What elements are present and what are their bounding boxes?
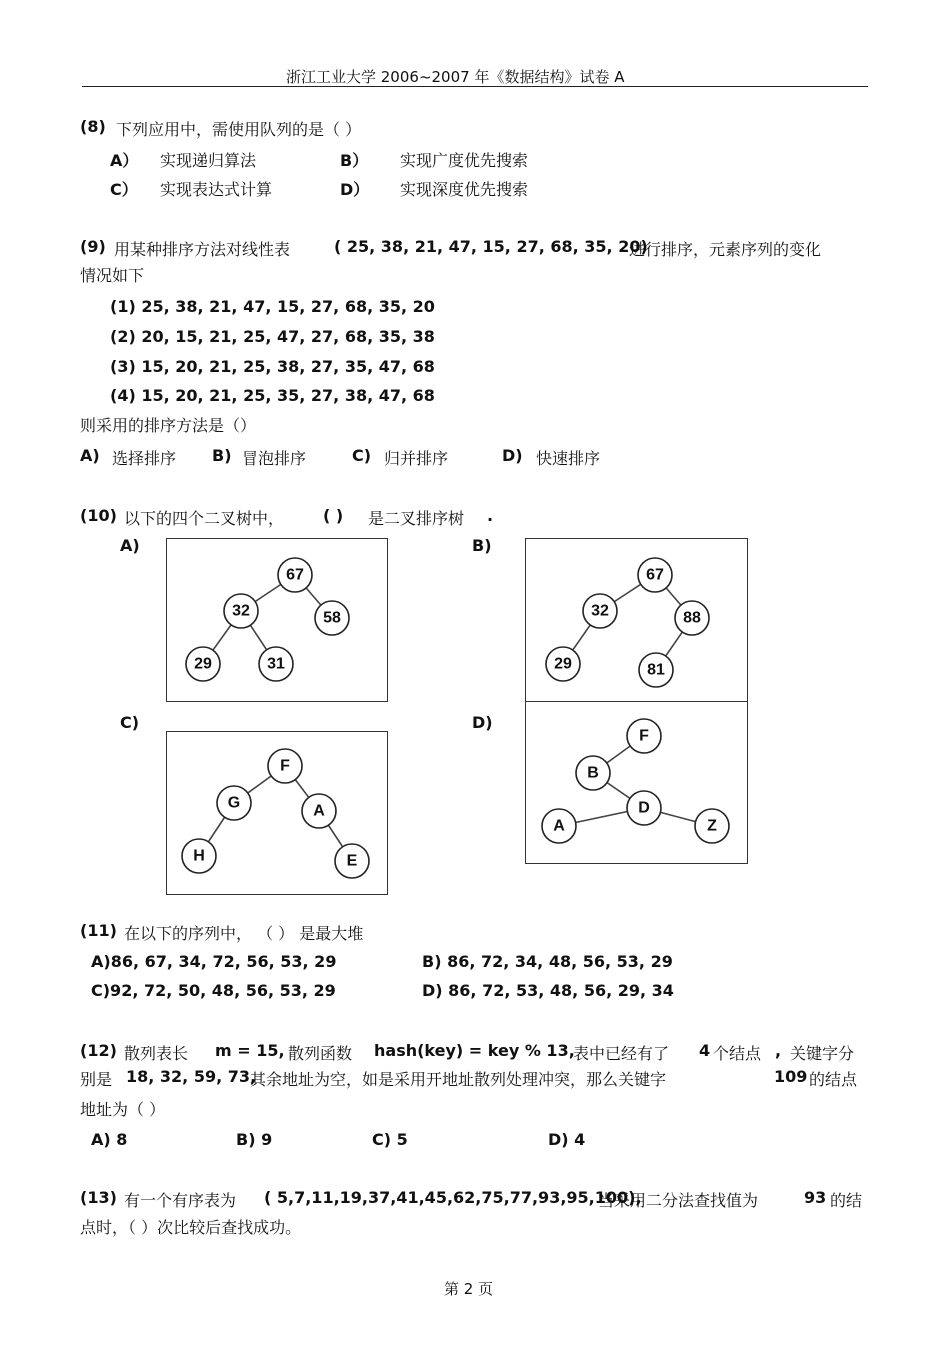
question-text: 109: [774, 1067, 808, 1086]
svg-text:81: 81: [647, 661, 665, 679]
svg-text:Z: Z: [707, 817, 717, 835]
option-key: D): [502, 446, 523, 465]
question-text: 18, 32, 59, 73,: [126, 1067, 257, 1086]
svg-text:G: G: [227, 794, 241, 812]
question-number: (11): [80, 921, 117, 940]
question-stem: 用某种排序方法对线性表: [114, 240, 291, 259]
svg-text:F: F: [280, 757, 290, 775]
question-stem: 的结: [830, 1191, 863, 1210]
question-text: hash(key) = key % 13,: [374, 1041, 575, 1060]
option-text: 快速排序: [536, 449, 601, 468]
answer-paren: ( ): [323, 506, 344, 525]
sequence: ( 25, 38, 21, 47, 15, 27, 68, 35, 20): [334, 237, 648, 256]
question-stem: 是二叉排序树: [368, 509, 465, 528]
question-text: 关键字分: [790, 1044, 855, 1063]
svg-text:A: A: [553, 817, 565, 835]
svg-text:88: 88: [683, 609, 701, 627]
sort-step: (3) 15, 20, 21, 25, 38, 27, 35, 47, 68: [110, 357, 435, 376]
sort-step: (1) 25, 38, 21, 47, 15, 27, 68, 35, 20: [110, 297, 435, 316]
question-stem: 在以下的序列中， （ ） 是最大堆: [124, 924, 364, 943]
svg-text:29: 29: [194, 655, 212, 673]
tree-label: D): [472, 713, 493, 732]
tree-label: A): [120, 536, 140, 555]
tree-node: [627, 791, 661, 825]
tree-node: [627, 719, 661, 753]
question-ask: 则采用的排序方法是（）: [80, 416, 257, 435]
question-text: ,: [775, 1041, 782, 1060]
option-text: 实现深度优先搜索: [400, 180, 529, 199]
question-text: 的结点: [809, 1070, 858, 1089]
question-stem: 有一个有序表为: [124, 1191, 237, 1210]
option-key: D）: [340, 180, 370, 199]
option-key: B): [212, 446, 232, 465]
question-text: 其余地址为空，如是采用开地址散列处理冲突，那么关键字: [250, 1070, 667, 1089]
sort-step: (2) 20, 15, 21, 25, 47, 27, 68, 35, 38: [110, 327, 435, 346]
option-text: A)86, 67, 34, 72, 56, 53, 29: [91, 952, 337, 971]
period: .: [487, 506, 494, 525]
svg-text:A: A: [313, 802, 325, 820]
question-text: 表中已经有了: [573, 1044, 670, 1063]
tree-node: [576, 756, 610, 790]
svg-text:32: 32: [232, 602, 250, 620]
question-text: 4: [699, 1041, 711, 1060]
search-value: 93: [804, 1188, 827, 1207]
option-text: 选择排序: [112, 449, 177, 468]
option-text: 冒泡排序: [242, 449, 307, 468]
option-text: 实现表达式计算: [160, 180, 273, 199]
option-key: B）: [340, 151, 369, 170]
sort-step: (4) 15, 20, 21, 25, 35, 27, 38, 47, 68: [110, 386, 435, 405]
question-stem: 情况如下: [80, 266, 145, 285]
tree-node: [695, 809, 729, 843]
svg-text:B: B: [587, 764, 599, 782]
option-key: A): [80, 446, 100, 465]
svg-text:67: 67: [646, 566, 664, 584]
sequence: ( 5,7,11,19,37,41,45,62,75,77,93,95,100),: [264, 1188, 642, 1207]
question-text: 别是: [80, 1070, 113, 1089]
svg-text:E: E: [346, 852, 358, 870]
question-text: 散列表长: [124, 1044, 189, 1063]
option-key: A）: [110, 151, 139, 170]
tree-node: [542, 809, 576, 843]
question-number: (8): [80, 117, 106, 136]
option-text: B) 9: [236, 1130, 273, 1149]
option-text: D) 86, 72, 53, 48, 56, 29, 34: [422, 981, 674, 1000]
option-text: C)92, 72, 50, 48, 56, 53, 29: [91, 981, 336, 1000]
page-footer: 第 2 页: [444, 1280, 494, 1298]
question-stem: 当采用二分法查找值为: [598, 1191, 759, 1210]
option-text: B) 86, 72, 34, 48, 56, 53, 29: [422, 952, 673, 971]
page-header: 浙江工业大学 2006~2007 年《数据结构》试卷 A: [286, 68, 625, 86]
question-number: (13): [80, 1188, 117, 1207]
question-stem: 点时，（ ）次比较后查找成功。: [80, 1218, 302, 1237]
option-key: C): [352, 446, 372, 465]
option-text: 实现递归算法: [160, 151, 257, 170]
svg-text:58: 58: [323, 609, 341, 627]
question-text: 地址为（ ）: [80, 1100, 166, 1119]
question-text: m = 15,: [215, 1041, 285, 1060]
tree-label: C): [120, 713, 140, 732]
option-text: 归并排序: [384, 449, 449, 468]
option-text: A) 8: [91, 1130, 128, 1149]
option-key: C）: [110, 180, 138, 199]
svg-text:29: 29: [554, 655, 572, 673]
svg-text:32: 32: [591, 602, 609, 620]
tree-label: B): [472, 536, 492, 555]
svg-text:D: D: [638, 799, 650, 817]
question-stem: 以下的四个二叉树中，: [124, 509, 285, 528]
svg-text:67: 67: [286, 566, 304, 584]
option-text: 实现广度优先搜索: [400, 151, 529, 170]
question-stem: 进行排序，元素序列的变化: [629, 240, 822, 259]
svg-text:H: H: [193, 847, 205, 865]
svg-text:F: F: [639, 727, 649, 745]
option-text: C) 5: [372, 1130, 408, 1149]
question-stem: 下列应用中，需使用队列的是（ ）: [116, 120, 362, 139]
option-text: D) 4: [548, 1130, 586, 1149]
question-number: (10): [80, 506, 117, 525]
question-text: 个结点: [713, 1044, 762, 1063]
question-number: (9): [80, 237, 106, 256]
svg-text:31: 31: [267, 655, 285, 673]
question-number: (12): [80, 1041, 117, 1060]
question-text: 散列函数: [288, 1044, 353, 1063]
